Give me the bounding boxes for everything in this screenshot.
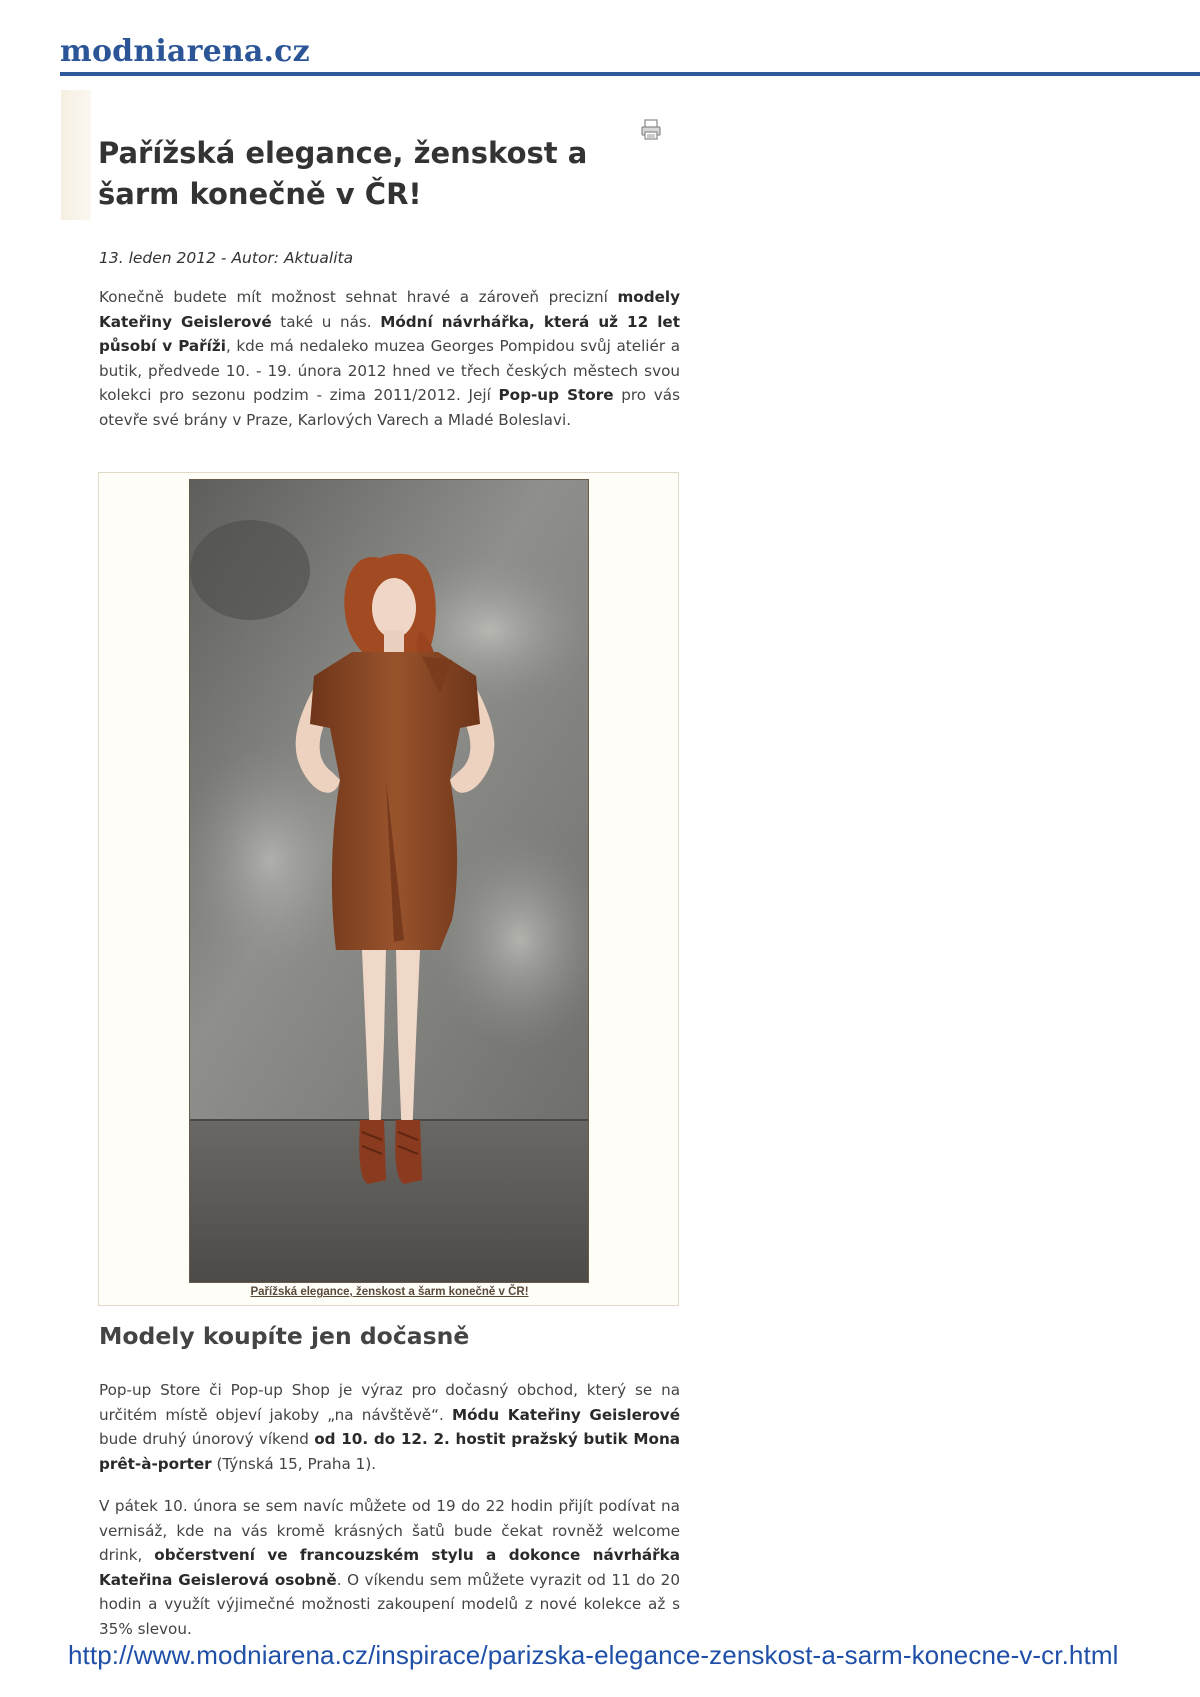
paragraph-text: , kde má nedaleko muzea Georges Pompidou svůj ateliér a butik, předvede 10. - 19. února 2012 hned ve třech českých městech svou kolekci pro sezonu podzim - zima 2011/2012. Její [99,337,680,404]
site-name[interactable]: modniarena.cz [60,34,310,69]
article-title: Pařížská elegance, ženskost a šarm konečně v ČR! [98,136,588,211]
article-meta: 13. leden 2012 - Autor: Aktualita [99,249,354,267]
printer-icon[interactable] [640,118,662,142]
paragraph-emphasis: od 10. do 12. 2. hostit pražský butik Mona prêt-à-porter [99,1430,680,1473]
paragraph-text: bude druhý únorový víkend [99,1430,315,1448]
paragraph-emphasis: Pop-up Store [498,386,614,404]
left-shading [61,90,91,220]
article-figure [98,472,679,1306]
paragraph-emphasis: modely Kateřiny Geislerové [99,288,680,331]
paragraph-text: také u nás. [271,312,381,331]
paragraph-text: Pop-up Store či Pop-up Shop je výraz pro dočasný obchod, který se na určitém místě objeví jakoby „na návštěvě“. [99,1381,680,1424]
paragraph-emphasis: občerstvení ve francouzském stylu a dokonce návrhářka Kateřina Geislerová osobně [99,1546,680,1589]
paragraph-text: pro vás otevře své brány v Praze, Karlových Varech a Mladé Boleslavi. [99,386,680,429]
figure-caption[interactable]: Pařížská elegance, ženskost a šarm konečně v ČR! [250,1286,529,1298]
paragraph-text: V pátek 10. února se sem navíc můžete od 19 do 22 hodin přijít podívat na vernisáž, kde na vás kromě krásných šatů bude čekat rovněž welcome drink, [99,1497,680,1564]
model-photo [189,479,589,1283]
article-paragraph-2 [99,1378,680,1476]
source-url[interactable]: http://www.modniarena.cz/inspirace/parizska-elegance-zenskost-a-sarm-konecne-v-cr.html [68,1640,1119,1670]
paragraph-text: . O víkendu sem můžete vyrazit od 11 do 20 hodin a využít výjimečné možnosti zakoupení modelů z nové kolekce až s 35% slevou. [99,1570,680,1638]
paragraph-emphasis: Módní návrhářka, která už 12 let působí v Paříži [99,312,680,355]
paragraph-text: (Týnská 15, Praha 1). [211,1454,377,1473]
article-paragraph-1 [99,285,680,432]
paragraph-text: Konečně budete mít možnost sehnat hravé a zároveň precizní [99,288,618,306]
header-divider [60,72,1200,76]
article-subheading: Modely koupíte jen dočasně [99,1322,470,1350]
model-photo-illustration [190,480,588,1282]
site-header [60,34,1200,78]
article-paragraph-3 [99,1494,680,1641]
paragraph-emphasis: Módu Kateřiny Geislerové [451,1405,681,1424]
